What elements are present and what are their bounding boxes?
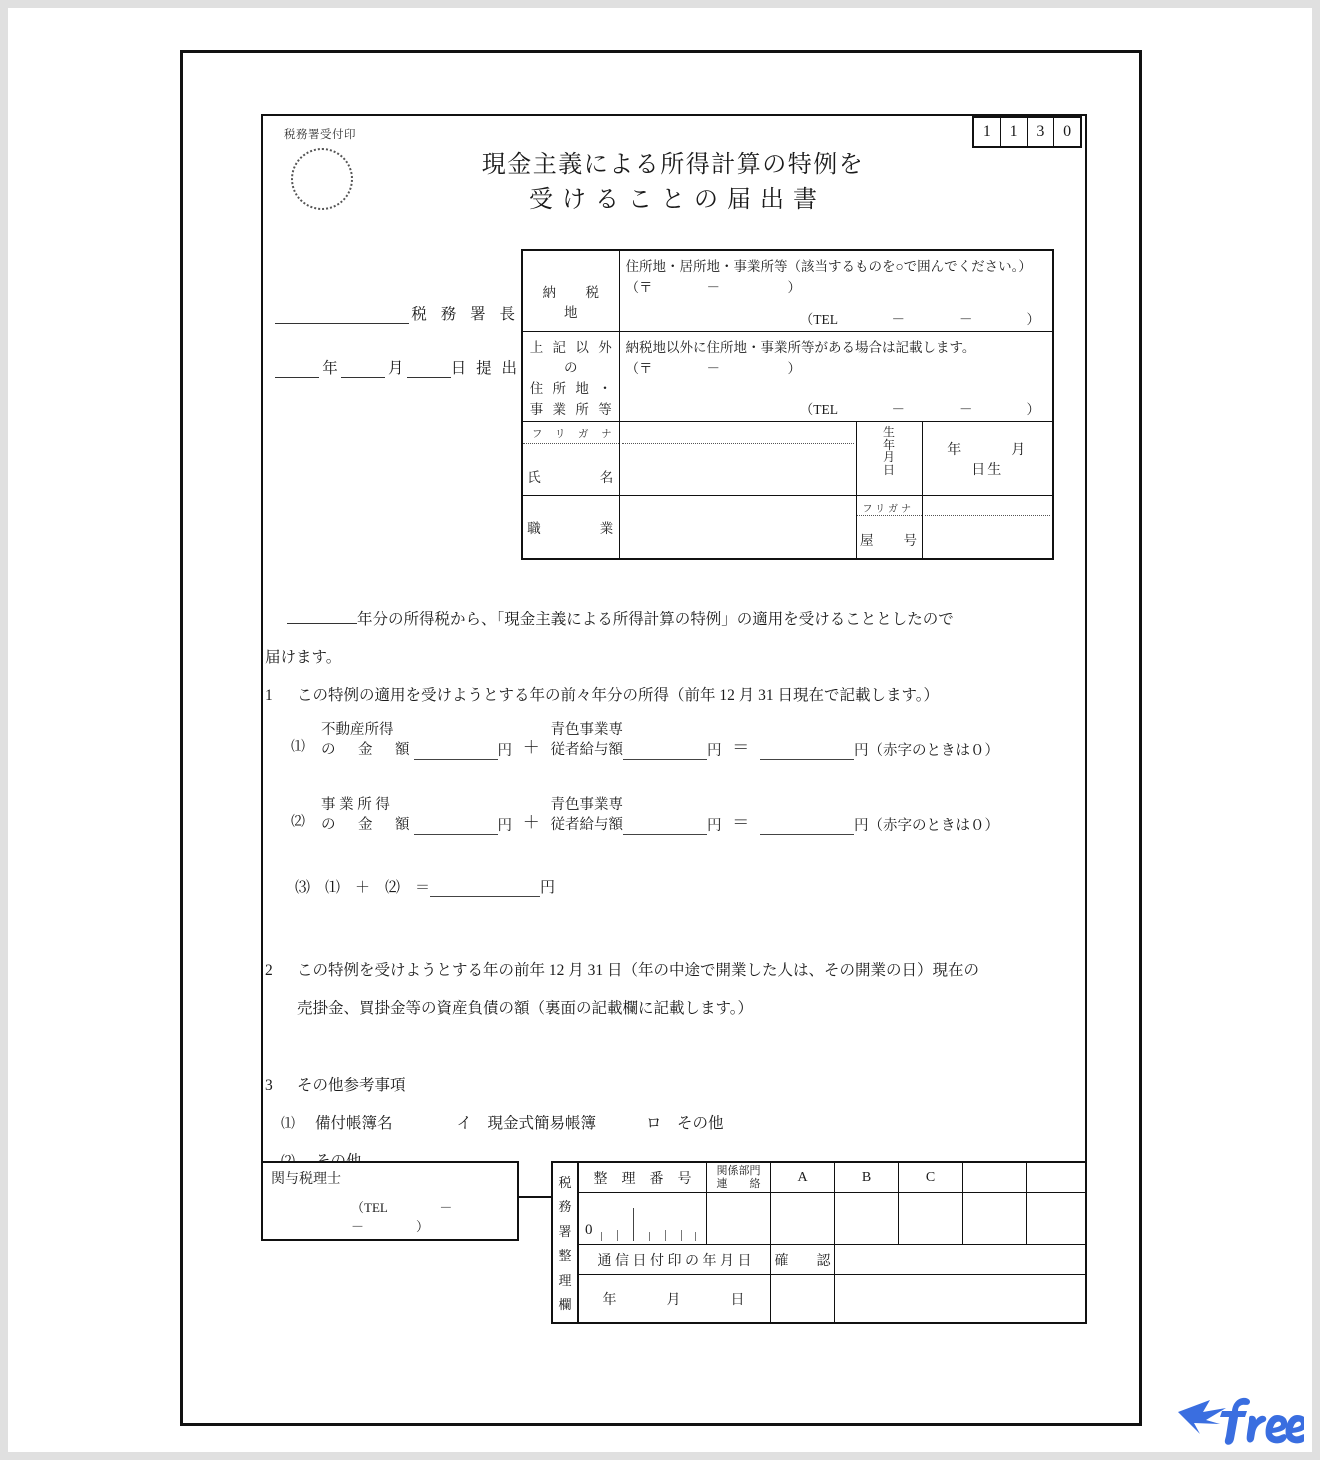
kankei-header-line1: 関係部門 <box>716 1164 761 1177</box>
section-3-number: 3 <box>265 1077 273 1094</box>
shop-name-label-cell <box>856 496 922 559</box>
seiri-number-ticks <box>579 1193 706 1244</box>
name-furigana-input[interactable] <box>622 422 854 444</box>
office-use-value-blank-3[interactable] <box>835 1275 1085 1322</box>
office-use-header-blank-3 <box>835 1245 1085 1275</box>
submit-month-blank[interactable] <box>341 362 385 378</box>
table-row-other-address <box>522 331 1053 422</box>
submit-year-unit: 年 <box>322 360 338 377</box>
tax-office-use-side-label <box>553 1163 579 1322</box>
calc-row-1-equals: ＝ <box>732 738 750 758</box>
nozeichi-header: 住所地・居所地・事業所等（該当するものを○で囲んでください。） <box>625 259 1032 274</box>
shop-name-input[interactable] <box>923 516 1053 557</box>
office-use-value-row <box>579 1193 1085 1245</box>
section-3-heading <box>265 1074 406 1097</box>
name-furigana-label: フ リ ガ ナ <box>523 422 619 444</box>
calc-row-2-term1-line2: の 金 額 <box>321 816 414 833</box>
seiri-number-value[interactable] <box>579 1193 707 1245</box>
seiri-zero-digit: 0 <box>585 1222 593 1238</box>
section-3-item-1 <box>281 1112 724 1135</box>
office-use-header-row <box>579 1163 1085 1193</box>
column-value-blank-2[interactable] <box>1027 1193 1085 1245</box>
tax-agent-tel[interactable]: （TEL － － ） <box>351 1200 505 1234</box>
nozeichi-label: 納 税 地 <box>542 285 629 320</box>
nozeichi-zip[interactable]: （〒 － ） <box>625 280 801 295</box>
section-2-text1: この特例を受けようとする年の前年 12 月 31 日（年の中途で開業した人は、その開業の日）現在の <box>297 962 980 979</box>
calc-row-1-term2-label <box>551 721 624 760</box>
name-label-cell <box>522 422 619 496</box>
birth-char-1: 生 <box>882 425 895 440</box>
shop-name-field-cell[interactable] <box>922 496 1053 559</box>
nozeichi-label-cell <box>522 250 629 331</box>
calc-row-1-term1-yen: 円 <box>497 743 512 760</box>
ou-side-char-4: 整 <box>558 1248 572 1264</box>
submit-day-label: 日 提 出 <box>450 360 520 377</box>
column-header-b: B <box>835 1163 899 1193</box>
calc-row-2-term2-yen: 円 <box>707 818 722 835</box>
column-header-blank-1 <box>963 1163 1027 1193</box>
name-label: 氏 名 <box>527 470 615 486</box>
column-value-b[interactable] <box>835 1193 899 1245</box>
ou-side-char-6: 欄 <box>558 1297 572 1313</box>
section-2-line2: 売掛金、買掛金等の資産負債の額（裏面の記載欄に記載します。） <box>297 1000 754 1017</box>
column-header-c: C <box>899 1163 963 1193</box>
calc-row-2-term1-input[interactable] <box>414 820 498 835</box>
office-use-tsushin-header-row <box>579 1245 1085 1275</box>
nozeichi-tel[interactable]: （TEL － － ） <box>799 311 1040 327</box>
birth-char-2: 年 <box>882 437 895 452</box>
kankei-header-line2: 連 絡 <box>716 1177 761 1190</box>
calc-row-1-term1-label <box>321 721 414 760</box>
birthdate-field-cell[interactable] <box>922 422 1076 496</box>
calc-row-3-text: ⑶ ⑴ ＋ ⑵ ＝ <box>295 880 431 896</box>
column-value-blank-1[interactable] <box>963 1193 1027 1245</box>
form-title-line2: 受けることの届出書 <box>529 186 826 213</box>
occupation-label: 職 業 <box>527 520 615 536</box>
kankei-bumon-header <box>707 1163 771 1193</box>
other-address-zip[interactable]: （〒 － ） <box>625 360 801 376</box>
calc-row-1-index: ⑴ <box>291 740 305 755</box>
occupation-label-cell <box>522 496 619 559</box>
calc-row-2-term2-input[interactable] <box>623 820 707 835</box>
birthdate-value: 年 月 日生 <box>947 442 1076 478</box>
freee-logo <box>1176 1390 1304 1448</box>
tax-office-name-field[interactable] <box>275 302 520 324</box>
column-value-a[interactable] <box>771 1193 835 1245</box>
tax-office-name-blank[interactable] <box>275 306 409 324</box>
calc-row-2-term2-line1: 青色事業専 <box>550 797 623 813</box>
section-2-number: 2 <box>265 962 273 979</box>
form-code-digit-4: 0 <box>1063 123 1072 140</box>
kakunin-value[interactable] <box>771 1275 835 1322</box>
section-1-text: この特例の適用を受けようとする年の前々年分の所得（前年 12 月 31 日現在で記載します。） <box>297 687 940 704</box>
section-3-item-1-option-a[interactable]: イ 現金式簡易帳簿 <box>456 1115 597 1132</box>
kankei-bumon-value[interactable] <box>707 1193 771 1245</box>
submit-month-unit: 月 <box>387 360 404 377</box>
column-header-blank-2 <box>1027 1163 1085 1193</box>
ou-side-char-3: 署 <box>558 1223 572 1239</box>
other-address-label-line3: 事 業 所 等 <box>529 402 615 418</box>
section-3-item-1-option-b[interactable]: ロ その他 <box>646 1115 724 1132</box>
tax-office-suffix-label: 税 務 署 長 <box>411 306 520 323</box>
lead-paragraph-line1 <box>287 608 954 631</box>
calc-row-1-term1-input[interactable] <box>414 745 498 760</box>
section-3-item-1-index: ⑴ <box>281 1117 295 1132</box>
nozeichi-field-cell[interactable] <box>619 250 1053 331</box>
column-header-a: A <box>771 1163 835 1193</box>
calc-row-1-result-yen: 円 <box>854 743 869 760</box>
kakunin-header: 確 認 <box>771 1245 835 1275</box>
lead-paragraph-text: 年分の所得税から、「現金主義による所得計算の特例」の適用を受けることとしたので <box>357 611 954 628</box>
calc-row-2-plus: ＋ <box>522 813 540 833</box>
submission-date-field[interactable] <box>275 356 520 378</box>
calc-row-2-result-yen: 円 <box>854 818 869 835</box>
tax-agent-label: 関与税理士 <box>271 1172 341 1187</box>
tax-office-stamp-circle <box>291 148 353 210</box>
form-title-line1: 現金主義による所得計算の特例を <box>481 152 865 178</box>
shop-label: 屋 号 <box>860 533 918 549</box>
calc-row-1-plus: ＋ <box>522 738 540 758</box>
section-2-line1 <box>265 959 979 982</box>
submit-day-blank[interactable] <box>407 362 451 378</box>
calc-row-2-equals: ＝ <box>732 813 750 833</box>
table-row-nozeichi <box>522 250 1053 331</box>
section-3-title: その他参考事項 <box>297 1077 406 1094</box>
section-3-item-1-label: 備付帳簿名 <box>315 1115 393 1132</box>
birth-char-3: 月 <box>882 450 895 465</box>
shop-furigana-input[interactable] <box>925 496 1051 516</box>
column-value-c[interactable] <box>899 1193 963 1245</box>
form-code-digit-3: 3 <box>1028 118 1055 146</box>
other-address-header: 納税地以外に住所地・事業所等がある場合は記載します。 <box>625 339 976 355</box>
other-address-tel[interactable]: （TEL － － ） <box>799 402 1040 418</box>
name-field-cell[interactable] <box>619 422 856 496</box>
calc-row-2-note: （赤字のときは０） <box>868 818 999 835</box>
calc-row-2 <box>291 796 999 835</box>
other-address-label-cell <box>522 331 619 422</box>
name-input[interactable] <box>620 444 856 494</box>
calc-row-1-term2-input[interactable] <box>623 745 707 760</box>
tax-office-use-grid <box>579 1163 1085 1322</box>
office-use-tsushin-value-row <box>579 1275 1085 1322</box>
birth-char-4: 日 <box>882 462 895 477</box>
lead-paragraph-line2: 届けます。 <box>265 649 342 666</box>
calc-row-1-term1-line1: 不動産所得 <box>321 722 394 738</box>
occupation-field-cell[interactable] <box>619 496 856 559</box>
tsushin-date-header: 通 信 日 付 印 の 年 月 日 <box>579 1245 771 1275</box>
calc-row-1-term2-line1: 青色事業専 <box>550 722 623 738</box>
calc-row-2-term2-label <box>551 796 624 835</box>
calc-row-3 <box>295 876 555 897</box>
section-1-heading <box>265 684 939 707</box>
calc-row-2-index: ⑵ <box>291 815 305 830</box>
ou-side-char-2: 務 <box>558 1199 572 1215</box>
other-address-field-cell[interactable] <box>619 331 1053 422</box>
other-address-label-line2: 住 所 地 ・ <box>529 381 615 397</box>
calc-row-1-note: （赤字のときは０） <box>868 743 999 760</box>
ou-side-char-5: 理 <box>558 1272 572 1288</box>
form-main-box <box>261 114 1087 1198</box>
printed-page-frame <box>180 50 1142 1426</box>
other-address-label-line1: 上 記 以 外 の <box>529 339 615 376</box>
document-viewer <box>8 8 1312 1452</box>
lead-year-blank[interactable] <box>287 609 357 624</box>
ou-side-char-1: 税 <box>558 1174 572 1190</box>
table-row-occupation <box>522 496 1053 559</box>
table-row-name <box>522 422 1053 496</box>
calc-row-1-term2-line2: 従者給与額 <box>550 741 623 758</box>
calc-row-2-term1-line1: 事 業 所 得 <box>321 797 390 813</box>
shop-furigana-label: フリガナ <box>857 496 922 516</box>
calc-row-2-term2-line2: 従者給与額 <box>550 816 623 833</box>
form-code-digit-2: 1 <box>1001 118 1028 146</box>
tax-office-stamp-label: 税務署受付印 <box>284 129 356 141</box>
section-1-number: 1 <box>265 687 273 704</box>
calc-row-2-result-input[interactable] <box>760 820 854 835</box>
calc-row-1-result-input[interactable] <box>760 745 854 760</box>
tax-agent-box[interactable] <box>261 1161 519 1241</box>
tsushin-date-value[interactable]: 年 月 日 <box>579 1275 771 1322</box>
calc-row-1 <box>291 721 999 760</box>
taxpayer-info-table <box>521 249 1076 560</box>
submit-year-blank[interactable] <box>275 362 319 378</box>
calc-row-2-term1-label <box>321 796 414 835</box>
calc-row-1-term1-line2: の 金 額 <box>321 741 414 758</box>
form-code-digit-1: 1 <box>974 118 1001 146</box>
freee-logo-icon <box>1176 1390 1304 1448</box>
tax-office-use-box <box>551 1161 1087 1324</box>
calc-row-1-term2-yen: 円 <box>707 743 722 760</box>
calc-row-3-input[interactable] <box>430 882 540 897</box>
calc-row-2-term1-yen: 円 <box>497 818 512 835</box>
form-code-box <box>972 116 1082 148</box>
birthdate-label-cell <box>856 422 922 496</box>
seiri-number-header: 整 理 番 号 <box>579 1163 707 1193</box>
form-title <box>413 148 933 218</box>
calc-row-3-yen: 円 <box>540 880 556 896</box>
